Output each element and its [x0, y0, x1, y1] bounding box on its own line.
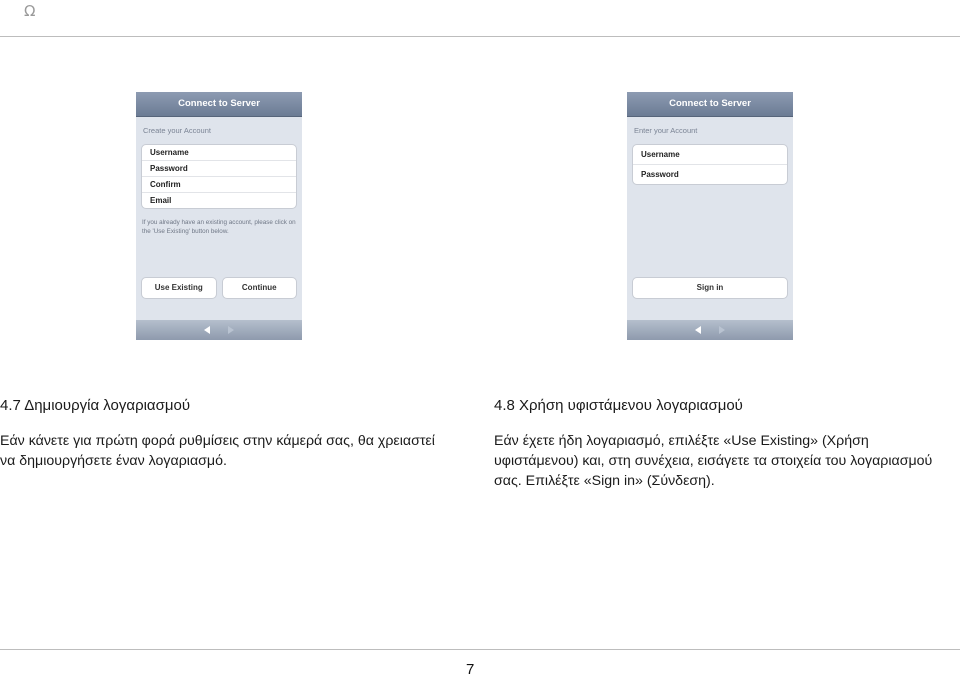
sign-in-screenshot	[627, 92, 793, 340]
section-body-use-existing: Εάν έχετε ήδη λογαριασμό, επιλέξτε «Use Existing» (Χρήση υφιστάμενου) και, στη συνέχεια, εισάγετε τα στοιχεία του λογαριασμού σας. Επιλέξτε «Sign in» (Σύνδεση).	[494, 433, 933, 489]
section-label: Enter your Account	[634, 126, 698, 135]
section-label: Create your Account	[143, 126, 211, 135]
sign-in-form	[632, 144, 788, 185]
forward-arrow-icon[interactable]	[719, 326, 725, 334]
section-heading-create-account: 4.7 Δημιουργία λογαριασμού	[0, 397, 191, 414]
use-existing-button[interactable]: Use Existing	[141, 277, 217, 299]
username-field[interactable]: Username	[633, 145, 787, 165]
email-field[interactable]: Email	[150, 196, 172, 205]
section-heading-use-existing: 4.8 Χρήση υφιστάμενου λογαριασμού	[494, 397, 743, 414]
section-body-create-account: Εάν κάνετε για πρώτη φορά ρυθμίσεις στην κάμερά σας, θα χρειαστεί να δημιουργήσετε έναν λογαριασμό.	[0, 433, 435, 469]
back-arrow-icon[interactable]	[695, 326, 701, 334]
existing-account-note: If you already have an existing account, please click on the 'Use Existing' button below.	[142, 219, 296, 235]
sign-in-button[interactable]: Sign in	[632, 277, 788, 299]
header-divider	[0, 36, 960, 37]
nav-bar	[627, 320, 793, 340]
username-field[interactable]: Username	[142, 145, 296, 161]
header-symbol: Ω	[24, 2, 36, 20]
page-number: 7	[466, 661, 475, 678]
account-form	[141, 144, 297, 209]
screen-title: Connect to Server	[136, 92, 302, 117]
create-account-screenshot	[136, 92, 302, 340]
continue-button[interactable]: Continue	[222, 277, 298, 299]
back-arrow-icon[interactable]	[204, 326, 210, 334]
forward-arrow-icon[interactable]	[228, 326, 234, 334]
password-field[interactable]: Password	[641, 170, 679, 179]
screen-title: Connect to Server	[627, 92, 793, 117]
confirm-field[interactable]: Confirm	[142, 177, 296, 193]
password-field[interactable]: Password	[142, 161, 296, 177]
nav-bar	[136, 320, 302, 340]
footer-divider	[0, 649, 960, 650]
